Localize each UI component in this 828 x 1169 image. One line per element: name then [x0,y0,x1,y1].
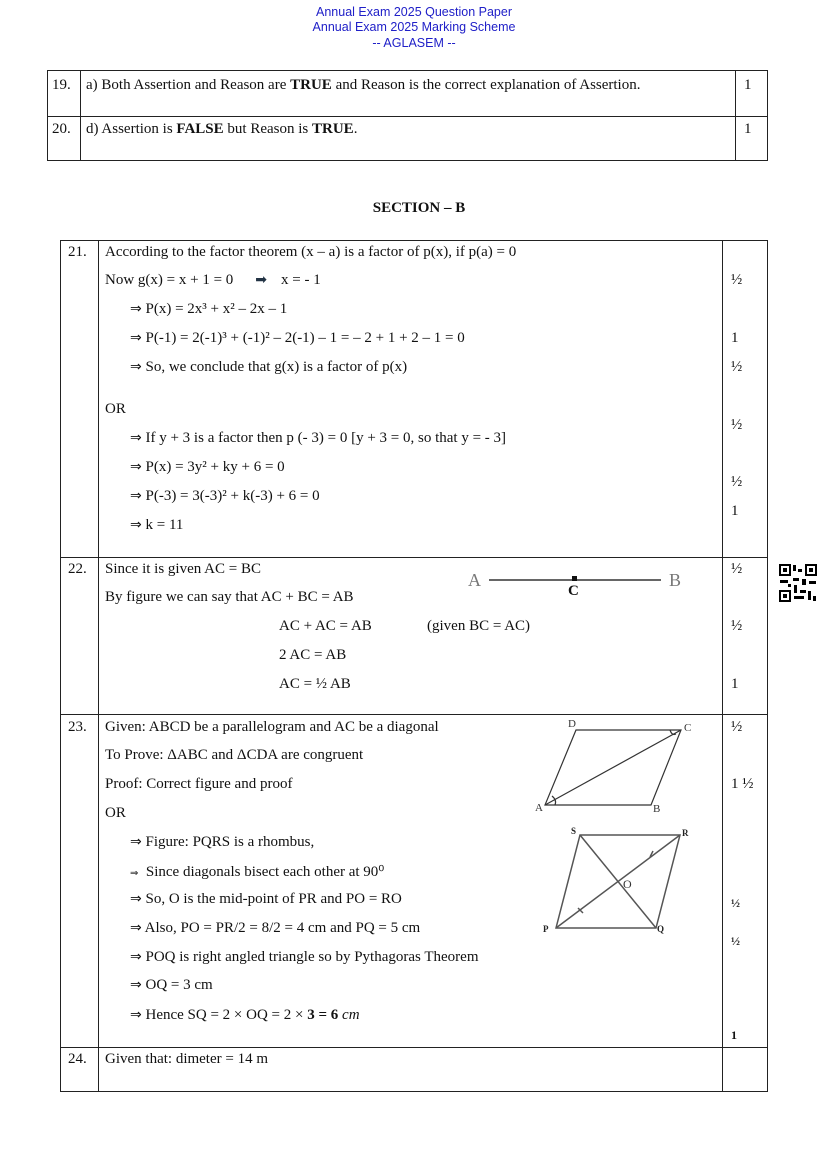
table-rule [722,240,723,1092]
q22-marks-2: 1 [731,676,739,692]
q21-num: 21. [68,244,87,260]
q21-marks-5: 1 [731,503,739,519]
q22-l2: By figure we can say that AC + BC = AB [105,589,354,605]
q23-l10c: cm [342,1007,360,1023]
q21-marks-3: ½ [731,417,743,433]
table-rule [130,891,402,908]
table-rule [130,517,183,534]
q23-l1: Given: ABCD be a parallelogram and AC be a diagonal [105,719,439,735]
q22-l3b: (given BC = AC) [427,618,531,634]
marks: 1 [744,77,752,93]
table-rule [130,488,320,505]
implies-icon: ⇒ [130,1007,142,1023]
table-rule [813,596,816,601]
q22-l5: AC = ½ AB [279,676,351,692]
table-rule [130,301,287,318]
q23-l10b: 3 = 6 [307,1007,339,1023]
table-rule [130,834,314,851]
table-rule [60,557,768,558]
q23-fig1-b: B [653,803,661,814]
q23-fig1-d: D [568,718,576,730]
table-rule [808,591,811,600]
q21-marks-1: 1 [731,330,739,346]
q23-or: OR [105,805,126,821]
table-rule [130,977,213,994]
table-rule [798,569,802,572]
table-rule [783,568,787,572]
header-title-b: Annual Exam 2025 Marking Scheme [312,20,516,34]
q23-fig1-c: C [684,722,692,734]
parallelogram-figure [530,714,720,814]
qr-code-icon[interactable] [778,563,818,603]
table-rule [130,330,465,347]
table-rule [780,580,788,583]
table-rule [735,70,736,161]
q24-num: 24. [68,1051,87,1067]
q21-or: OR [105,401,126,417]
implies-icon: ⇒ [130,430,142,446]
q23-marks-0: ½ [731,719,743,735]
question-number: 20. [52,121,71,137]
q21-l7: P(x) = 3y² + ky + 6 = 0 [145,459,285,475]
q23-l2: To Prove: ΔABC and ΔCDA are congruent [105,747,364,763]
q23-fig2-o: O [623,877,632,891]
implies-icon: ⇒ [130,330,142,346]
table-rule [788,584,791,587]
table-rule [130,920,420,937]
q21-l2a: Now g(x) = x + 1 = 0 [105,272,234,288]
table-rule [800,590,806,593]
table-rule [545,730,681,805]
q23-l6: So, O is the mid-point of PR and PO = RO [145,891,402,907]
q21-l4: P(-1) = 2(-1)³ + (-1)² – 2(-1) – 1 = – 2 + 1 + 2 – 1 = 0 [145,330,465,346]
answer-text [86,121,357,138]
header-title-a: Annual Exam 2025 Question Paper [316,5,512,19]
part-a-1-b2: TRUE [312,121,354,137]
question-number: 19. [52,77,71,93]
q22-num: 22. [68,561,87,577]
q21-l2b: x = - 1 [281,272,321,288]
q22-l4: 2 AC = AB [279,647,347,663]
q22-marks-1: ½ [731,618,743,634]
part-a-0-post: and Reason is the correct explanation of Assertion. [331,77,641,93]
table-rule [670,730,676,735]
table-rule [80,70,81,161]
q23-fig2-r: R [682,828,689,838]
q23-marks-3: ½ [731,934,740,948]
implies-icon: ⇒ [130,920,142,936]
table-rule [794,585,797,593]
table-rule [545,730,681,805]
implies-icon: ⇒ [130,517,142,533]
q23-l4: Figure: PQRS is a rhombus, [145,834,315,850]
q24-l1: Given that: dimeter = 14 m [105,1051,269,1067]
q22-fig-c: C [568,583,579,599]
arrow-icon: ➡ [255,272,268,288]
table-rule [98,240,99,1092]
q22-l3: AC + AC = AB [279,618,372,634]
part-a-1-post: . [353,121,358,137]
q22-fig-a: A [468,570,481,590]
q23-l8: POQ is right angled triangle so by Pythagoras Theorem [145,949,479,965]
implies-icon: ⇒ [130,834,142,850]
q23-fig2-q: Q [657,924,665,934]
header-source: -- AGLASEM -- [372,36,456,50]
implies-icon: ⇒ [130,949,142,965]
q21-marks-0: ½ [731,272,743,288]
implies-icon: ⇒ [130,459,142,475]
q21-l6: If y + 3 is a factor then p (- 3) = 0 [y + 3 = 0, so that y = - 3] [145,430,507,446]
table-rule [130,862,384,881]
part-a-1-b1: FALSE [176,121,224,137]
table-rule [809,568,813,572]
implies-icon: ⇒ [130,301,142,317]
q21-l1: According to the factor theorem (x – a) is a factor of p(x), if p(a) = 0 [105,244,517,260]
part-a-0-b1: TRUE [290,77,332,93]
q21-l5: So, we conclude that g(x) is a factor of p(x) [145,359,408,375]
table-rule [130,430,506,447]
q21-l8: P(-3) = 3(-3)² + k(-3) + 6 = 0 [145,488,320,504]
section-title: SECTION – B [372,200,466,216]
table-rule [556,835,680,928]
q23-l9: OQ = 3 cm [145,977,213,993]
part-a-1-pre: d) Assertion is [86,121,177,137]
table-rule [535,718,691,814]
q21-marks-4: ½ [731,474,743,490]
q23-fig2-s: S [571,826,577,836]
q21-l3: P(x) = 2x³ + x² – 2x – 1 [145,301,288,317]
implies-icon: ⇒ [130,977,142,993]
q23-l3: Proof: Correct figure and proof [105,776,293,792]
q21-marks-2: ½ [731,359,743,375]
q23-l7: Also, PO = PR/2 = 8/2 = 4 cm and PQ = 5 cm [144,920,421,936]
implies-icon: ⇒ [130,891,142,907]
table-rule [793,578,799,581]
table-rule [105,272,321,289]
table-rule [47,116,768,117]
q22-l1: Since it is given AC = BC [105,561,261,577]
q23-marks-1: 1 ½ [731,776,754,792]
table-rule [783,594,787,598]
q23-l10: Hence SQ = 2 × OQ = 2 × [145,1007,308,1023]
table-rule [130,359,407,376]
table-rule [130,1007,360,1024]
q22-marks-0: ½ [731,561,743,577]
q23-l5: Since diagonals bisect each other at 90⁰ [145,864,385,880]
part-a-1-mid: but Reason is [223,121,312,137]
table-rule [572,576,577,581]
q23-num: 23. [68,719,87,735]
table-rule [60,1047,768,1048]
q23-marks-2: ½ [731,896,740,910]
answer-text [86,77,640,94]
implies-icon: ⇒ [130,868,139,879]
table-rule [809,581,816,584]
q23-fig2-p: P [543,924,549,934]
table-rule [130,949,479,966]
implies-icon: ⇒ [130,488,142,504]
marks: 1 [744,121,752,137]
table-rule [802,579,806,585]
table-rule [794,596,804,599]
rhombus-figure [540,825,700,935]
table-rule [580,835,656,928]
table-rule [793,565,796,571]
q23-marks-4: 1 [731,1028,737,1042]
q23-fig1-a: A [535,802,543,814]
table-rule [130,459,285,476]
implies-icon: ⇒ [130,359,142,375]
q21-l9: k = 11 [145,517,184,533]
part-a-0-pre: a) Both Assertion and Reason are [86,77,291,93]
q22-fig-b: B [669,570,682,590]
